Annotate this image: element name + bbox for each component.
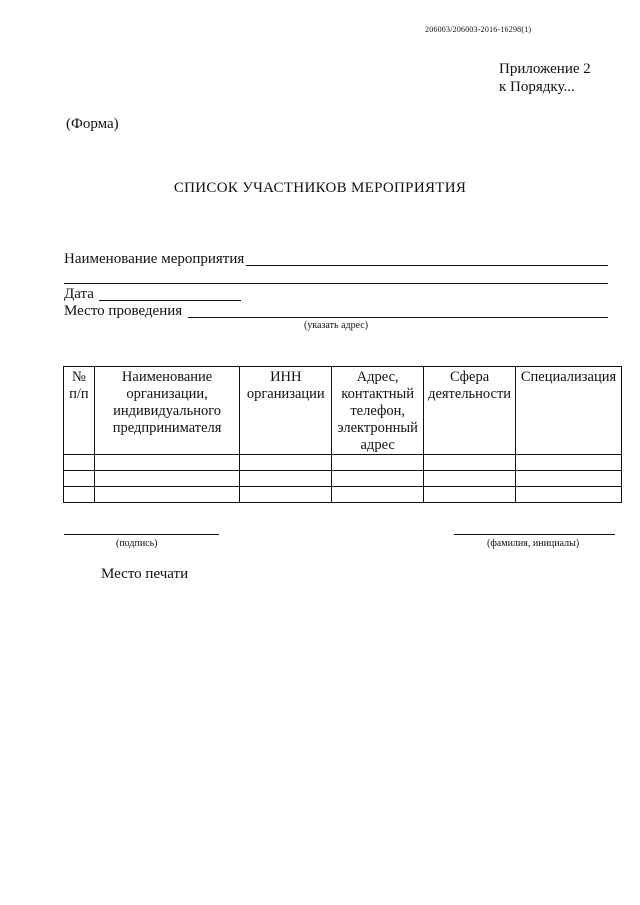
page-title: СПИСОК УЧАСТНИКОВ МЕРОПРИЯТИЯ (173, 180, 467, 196)
signature-hint: (подпись) (116, 538, 158, 549)
name-line (454, 534, 615, 535)
event-name-line-2 (64, 283, 608, 284)
table-cell[interactable] (332, 487, 424, 503)
table-cell[interactable] (94, 455, 240, 471)
stamp-label: Место печати (101, 566, 189, 582)
table-cell[interactable] (64, 487, 95, 503)
column-header-field: Сфера деятельности (424, 367, 516, 455)
column-header-inn: ИНН организации (240, 367, 332, 455)
table-cell[interactable] (94, 471, 240, 487)
table-cell[interactable] (424, 455, 516, 471)
table-cell[interactable] (64, 471, 95, 487)
table-cell[interactable] (240, 455, 332, 471)
appendix-note (499, 60, 591, 96)
table-cell[interactable] (516, 487, 622, 503)
participants-table (63, 366, 622, 503)
table-cell[interactable] (424, 487, 516, 503)
table-cell[interactable] (516, 455, 622, 471)
column-header-number: № п/п (64, 367, 95, 455)
table-cell[interactable] (240, 487, 332, 503)
table-row (64, 471, 622, 487)
venue-hint: (указать адрес) (304, 320, 369, 331)
column-header-contacts: Адрес, контактный телефон, электронный адрес (332, 367, 424, 455)
table-cell[interactable] (332, 471, 424, 487)
venue-label: Место проведения (64, 303, 183, 319)
name-hint: (фамилия, инициалы) (487, 538, 580, 549)
table-cell[interactable] (240, 471, 332, 487)
table-header-row (64, 367, 622, 455)
date-line (99, 300, 241, 301)
table-row (64, 455, 622, 471)
table-cell[interactable] (94, 487, 240, 503)
table-cell[interactable] (64, 455, 95, 471)
date-label: Дата (64, 286, 94, 302)
column-header-specialization: Специализация (516, 367, 622, 455)
table-cell[interactable] (516, 471, 622, 487)
event-name-label: Наименование мероприятия (64, 251, 245, 267)
venue-line (188, 317, 608, 318)
event-name-line (246, 265, 608, 266)
column-header-organization: Наименование организации, индивидуального предпринимателя (94, 367, 240, 455)
signature-line (64, 534, 219, 535)
document-id: 206003/206003-2016-16298(1) (425, 25, 532, 34)
table-row (64, 487, 622, 503)
table-cell[interactable] (332, 455, 424, 471)
appendix-line-2: к Порядку... (499, 79, 575, 95)
form-label: (Форма) (66, 116, 119, 132)
table-cell[interactable] (424, 471, 516, 487)
appendix-line-1: Приложение 2 (499, 61, 591, 77)
